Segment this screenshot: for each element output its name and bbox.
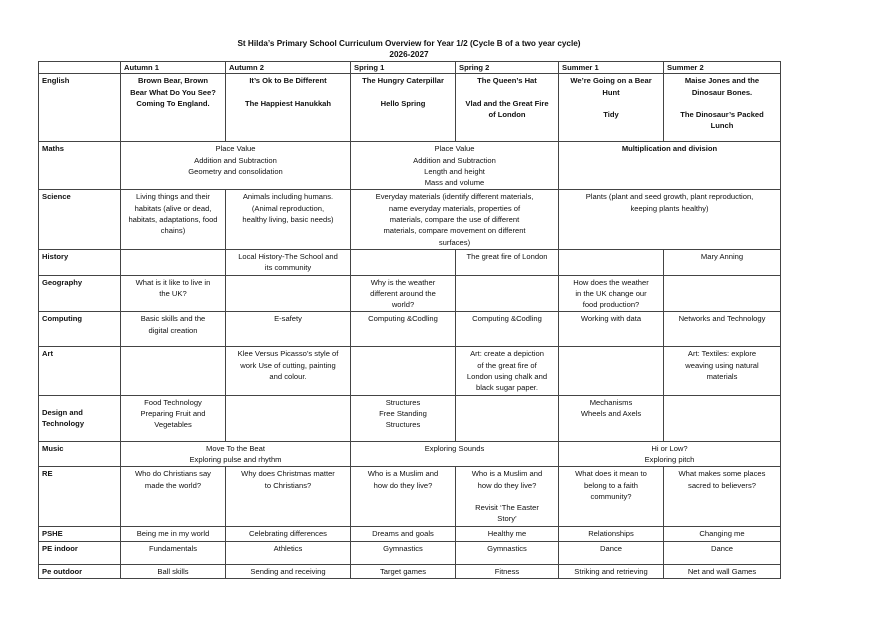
cell-english-autumn-1 bbox=[121, 74, 226, 142]
cell-maths-summer bbox=[559, 142, 781, 190]
cell-line: Dinosaur Bones. bbox=[691, 87, 753, 97]
cell-line: habitats (alive or dead, bbox=[134, 203, 212, 213]
document-title: St Hilda’s Primary School Curriculum Overview for Year 1/2 (Cycle B of a two year cycle) bbox=[237, 39, 581, 48]
cell-line: Living things and their bbox=[136, 192, 210, 202]
cell-line: weaving using natural bbox=[685, 360, 759, 370]
cell-computing-spring-2 bbox=[456, 312, 559, 347]
cell-line: The Hungry Caterpillar bbox=[362, 76, 444, 86]
cell-line: community? bbox=[590, 491, 632, 501]
row-label-art: Art bbox=[39, 347, 121, 395]
row-label-design-technology bbox=[39, 395, 121, 441]
header-autumn-2: Autumn 2 bbox=[226, 62, 351, 74]
cell-pe-indoor-spring-2: Gymnastics bbox=[456, 541, 559, 564]
header-cell-empty bbox=[39, 62, 121, 74]
cell-line: work Use of cutting, painting bbox=[240, 360, 336, 370]
cell-science-autumn-2 bbox=[226, 190, 351, 249]
row-label-science: Science bbox=[39, 190, 121, 249]
cell-geography-autumn-2 bbox=[226, 275, 351, 312]
cell-line: Free Standing bbox=[379, 408, 427, 418]
cell-line: We’re Going on a Bear bbox=[570, 76, 652, 86]
table-row-pe-indoor bbox=[39, 541, 781, 564]
cell-line: Geometry and consolidation bbox=[188, 166, 283, 176]
row-label-computing: Computing bbox=[39, 312, 121, 347]
cell-line: materials bbox=[706, 372, 738, 382]
cell-pe-outdoor-summer-2: Net and wall Games bbox=[664, 564, 781, 578]
row-label-pe-outdoor: Pe outdoor bbox=[39, 564, 121, 578]
cell-line: The Dinosaur’s Packed bbox=[680, 110, 764, 120]
cell-computing-spring-1 bbox=[351, 312, 456, 347]
cell-line: The Happiest Hanukkah bbox=[244, 98, 332, 108]
cell-line: sacred to believers? bbox=[688, 480, 756, 490]
cell-line: chains) bbox=[160, 226, 186, 236]
cell-line: What makes some places bbox=[678, 469, 766, 479]
cell-line: The great fire of London bbox=[466, 251, 548, 261]
row-label-pshe: PSHE bbox=[39, 527, 121, 541]
cell-line: different around the bbox=[370, 288, 436, 298]
table-row-design-technology bbox=[39, 395, 781, 441]
cell-art-spring-2 bbox=[456, 347, 559, 395]
cell-geography-autumn-1 bbox=[121, 275, 226, 312]
header-autumn-1: Autumn 1 bbox=[121, 62, 226, 74]
cell-line: Wheels and Axels bbox=[580, 408, 642, 418]
cell-line: its community bbox=[264, 263, 312, 273]
cell-history-spring-1 bbox=[351, 249, 456, 275]
cell-pe-outdoor-spring-1: Target games bbox=[351, 564, 456, 578]
cell-line: Mary Anning bbox=[700, 251, 744, 261]
cell-dt-autumn-2 bbox=[226, 395, 351, 441]
cell-science-autumn-1 bbox=[121, 190, 226, 249]
cell-computing-autumn-1 bbox=[121, 312, 226, 347]
cell-geography-summer-2 bbox=[664, 275, 781, 312]
cell-computing-summer-1 bbox=[559, 312, 664, 347]
cell-line: Art: create a depiction bbox=[470, 349, 544, 359]
cell-line: how do they live? bbox=[477, 480, 537, 490]
cell-art-autumn-1 bbox=[121, 347, 226, 395]
cell-line bbox=[354, 87, 452, 98]
cell-dt-spring-2 bbox=[456, 395, 559, 441]
cell-line: habitats, adaptations, food bbox=[128, 215, 218, 225]
table-row-pshe bbox=[39, 527, 781, 541]
table-row-computing bbox=[39, 312, 781, 347]
cell-line: Structures bbox=[385, 420, 421, 430]
cell-line: Everyday materials (identify different materials, bbox=[375, 192, 534, 202]
cell-line: Bear What Do You See? bbox=[130, 87, 216, 97]
cell-line: Local History-The School and bbox=[238, 251, 338, 261]
cell-line bbox=[667, 98, 777, 109]
row-label-dt-line-2: Technology bbox=[42, 419, 85, 429]
cell-line: It’s Ok to Be Different bbox=[249, 76, 327, 86]
cell-line: digital creation bbox=[148, 325, 198, 335]
cell-line bbox=[229, 87, 347, 98]
cell-line: Addition and Subtraction bbox=[413, 155, 496, 165]
cell-line: Move To the Beat bbox=[206, 443, 265, 453]
table-header-row bbox=[39, 62, 781, 74]
table-row-art bbox=[39, 347, 781, 395]
table-row-geography bbox=[39, 275, 781, 312]
cell-line: of the great fire of bbox=[477, 360, 537, 370]
cell-line: Computing &Codling bbox=[472, 314, 542, 324]
table-row-music bbox=[39, 441, 781, 467]
cell-science-summer bbox=[559, 190, 781, 249]
cell-computing-summer-2 bbox=[664, 312, 781, 347]
cell-line: Exploring pitch bbox=[644, 454, 695, 464]
cell-line: Mechanisms bbox=[589, 397, 633, 407]
cell-line: how do they live? bbox=[373, 480, 433, 490]
cell-line: of London bbox=[488, 110, 526, 120]
cell-history-autumn-2 bbox=[226, 249, 351, 275]
cell-pshe-spring-2: Healthy me bbox=[456, 527, 559, 541]
cell-pe-outdoor-summer-1: Striking and retrieving bbox=[559, 564, 664, 578]
cell-pe-outdoor-spring-2: Fitness bbox=[456, 564, 559, 578]
cell-line: Place Value bbox=[434, 144, 475, 154]
cell-line: Hunt bbox=[602, 87, 620, 97]
cell-computing-autumn-2 bbox=[226, 312, 351, 347]
cell-line: in the UK change our bbox=[575, 288, 647, 298]
cell-art-summer-2 bbox=[664, 347, 781, 395]
cell-line: Hi or Low? bbox=[651, 443, 688, 453]
cell-music-summer bbox=[559, 441, 781, 467]
cell-line: Animals including humans. bbox=[242, 192, 334, 202]
cell-re-spring-2 bbox=[456, 467, 559, 527]
cell-line: black sugar paper. bbox=[475, 383, 539, 393]
row-label-maths: Maths bbox=[39, 142, 121, 190]
cell-line: Tidy bbox=[603, 110, 619, 120]
cell-line: Length and height bbox=[424, 166, 485, 176]
cell-geography-spring-2 bbox=[456, 275, 559, 312]
table-row-pe-outdoor bbox=[39, 564, 781, 578]
cell-line: Hello Spring bbox=[380, 98, 426, 108]
table-row-science bbox=[39, 190, 781, 249]
cell-line: What is it like to live in bbox=[135, 277, 211, 287]
cell-line: Preparing Fruit and bbox=[140, 408, 206, 418]
cell-pshe-autumn-2: Celebrating differences bbox=[226, 527, 351, 541]
cell-line: Why is the weather bbox=[370, 277, 436, 287]
cell-pe-indoor-autumn-1: Fundamentals bbox=[121, 541, 226, 564]
cell-geography-spring-1 bbox=[351, 275, 456, 312]
cell-pe-indoor-summer-1: Dance bbox=[559, 541, 664, 564]
header-summer-1: Summer 1 bbox=[559, 62, 664, 74]
document-years: 2026-2027 bbox=[389, 50, 429, 59]
cell-dt-autumn-1 bbox=[121, 395, 226, 441]
table-row-re bbox=[39, 467, 781, 527]
cell-history-autumn-1 bbox=[121, 249, 226, 275]
cell-line: Food Technology bbox=[144, 397, 202, 407]
row-label-english: English bbox=[39, 74, 121, 142]
cell-line: the UK? bbox=[159, 288, 187, 298]
cell-line: materials, compare movement on different bbox=[383, 226, 526, 236]
cell-line: Place Value bbox=[215, 144, 256, 154]
cell-line: healthy living, basic needs) bbox=[242, 215, 334, 225]
row-label-geography: Geography bbox=[39, 275, 121, 312]
table-row-english bbox=[39, 74, 781, 142]
cell-english-spring-2 bbox=[456, 74, 559, 142]
cell-line bbox=[459, 87, 555, 98]
cell-dt-summer-2 bbox=[664, 395, 781, 441]
cell-music-autumn bbox=[121, 441, 351, 467]
cell-history-summer-1 bbox=[559, 249, 664, 275]
cell-english-summer-1 bbox=[559, 74, 664, 142]
row-label-music: Music bbox=[39, 441, 121, 467]
cell-history-summer-2 bbox=[664, 249, 781, 275]
cell-re-summer-2 bbox=[664, 467, 781, 527]
row-label-dt-line-1: Design and bbox=[42, 407, 83, 417]
cell-re-autumn-2 bbox=[226, 467, 351, 527]
cell-line: How does the weather bbox=[573, 277, 649, 287]
table-row-history bbox=[39, 249, 781, 275]
cell-art-summer-1 bbox=[559, 347, 664, 395]
cell-science-spring bbox=[351, 190, 559, 249]
cell-pe-outdoor-autumn-2: Sending and receiving bbox=[226, 564, 351, 578]
cell-line: Who do Christians say bbox=[135, 469, 211, 479]
cell-pshe-summer-2: Changing me bbox=[664, 527, 781, 541]
cell-dt-summer-1 bbox=[559, 395, 664, 441]
cell-line: materials, compare the use of different bbox=[389, 215, 520, 225]
cell-maths-autumn bbox=[121, 142, 351, 190]
cell-line: Why does Christmas matter bbox=[241, 469, 335, 479]
row-label-pe-indoor: PE indoor bbox=[39, 541, 121, 564]
cell-line: world? bbox=[391, 300, 415, 310]
cell-line: The Queen’s Hat bbox=[477, 76, 537, 86]
cell-art-autumn-2 bbox=[226, 347, 351, 395]
cell-line: Exploring Sounds bbox=[424, 443, 485, 453]
curriculum-table bbox=[38, 61, 781, 579]
cell-line: Structures bbox=[385, 397, 421, 407]
cell-line: Maise Jones and the bbox=[684, 76, 760, 86]
cell-line: Plants (plant and seed growth, plant reproduction, bbox=[585, 192, 754, 202]
cell-english-spring-1 bbox=[351, 74, 456, 142]
cell-line: Vegetables bbox=[154, 420, 192, 430]
cell-line bbox=[459, 491, 555, 502]
cell-line: Networks and Technology bbox=[678, 314, 766, 324]
cell-line: Multiplication and division bbox=[621, 144, 718, 154]
cell-geography-summer-1 bbox=[559, 275, 664, 312]
cell-line: Computing &Codling bbox=[368, 314, 438, 324]
cell-line: and colour. bbox=[269, 372, 307, 382]
cell-pshe-spring-1: Dreams and goals bbox=[351, 527, 456, 541]
cell-line: Lunch bbox=[710, 121, 734, 131]
cell-music-spring bbox=[351, 441, 559, 467]
cell-line: Who is a Muslim and bbox=[367, 469, 439, 479]
cell-line: Who is a Muslim and bbox=[471, 469, 543, 479]
cell-line: (Animal reproduction, bbox=[251, 203, 325, 213]
row-label-history: History bbox=[39, 249, 121, 275]
cell-line: to Christians? bbox=[264, 480, 312, 490]
header-spring-1: Spring 1 bbox=[351, 62, 456, 74]
cell-line: Coming To England. bbox=[136, 98, 210, 108]
table-row-maths bbox=[39, 142, 781, 190]
cell-pe-outdoor-autumn-1: Ball skills bbox=[121, 564, 226, 578]
cell-line: Revisit ‘The Easter bbox=[475, 503, 539, 513]
cell-pshe-summer-1: Relationships bbox=[559, 527, 664, 541]
cell-line: Basic skills and the bbox=[140, 314, 206, 324]
cell-line: surfaces) bbox=[438, 237, 471, 247]
row-label-re: RE bbox=[39, 467, 121, 527]
cell-re-autumn-1 bbox=[121, 467, 226, 527]
document-header bbox=[38, 38, 780, 60]
cell-line: E-safety bbox=[274, 314, 302, 324]
cell-maths-spring bbox=[351, 142, 559, 190]
cell-re-spring-1 bbox=[351, 467, 456, 527]
cell-line: keeping plants healthy) bbox=[630, 203, 709, 213]
header-summer-2: Summer 2 bbox=[664, 62, 781, 74]
cell-line bbox=[562, 98, 660, 109]
cell-re-summer-1 bbox=[559, 467, 664, 527]
header-spring-2: Spring 2 bbox=[456, 62, 559, 74]
cell-pe-indoor-autumn-2: Athletics bbox=[226, 541, 351, 564]
cell-line: Addition and Subtraction bbox=[194, 155, 277, 165]
cell-line: Working with data bbox=[580, 314, 642, 324]
cell-line: Brown Bear, Brown bbox=[137, 76, 209, 86]
cell-line: Art: Textiles: explore bbox=[687, 349, 757, 359]
cell-line: belong to a faith bbox=[583, 480, 639, 490]
cell-line: London using chalk and bbox=[466, 372, 548, 382]
cell-history-spring-2 bbox=[456, 249, 559, 275]
cell-line: Klee Versus Picasso’s style of bbox=[237, 349, 339, 359]
cell-dt-spring-1 bbox=[351, 395, 456, 441]
cell-pe-indoor-summer-2: Dance bbox=[664, 541, 781, 564]
cell-pe-indoor-spring-1: Gymnastics bbox=[351, 541, 456, 564]
cell-line: Story’ bbox=[497, 514, 517, 524]
cell-line: food production? bbox=[582, 300, 640, 310]
cell-line: made the world? bbox=[144, 480, 202, 490]
cell-pshe-autumn-1: Being me in my world bbox=[121, 527, 226, 541]
cell-line: What does it mean to bbox=[575, 469, 647, 479]
cell-english-autumn-2 bbox=[226, 74, 351, 142]
cell-line: Vlad and the Great Fire bbox=[465, 98, 549, 108]
cell-art-spring-1 bbox=[351, 347, 456, 395]
cell-line: name everyday materials, properties of bbox=[388, 203, 521, 213]
cell-line: Exploring pulse and rhythm bbox=[189, 454, 282, 464]
cell-line: Mass and volume bbox=[424, 178, 485, 188]
cell-english-summer-2 bbox=[664, 74, 781, 142]
